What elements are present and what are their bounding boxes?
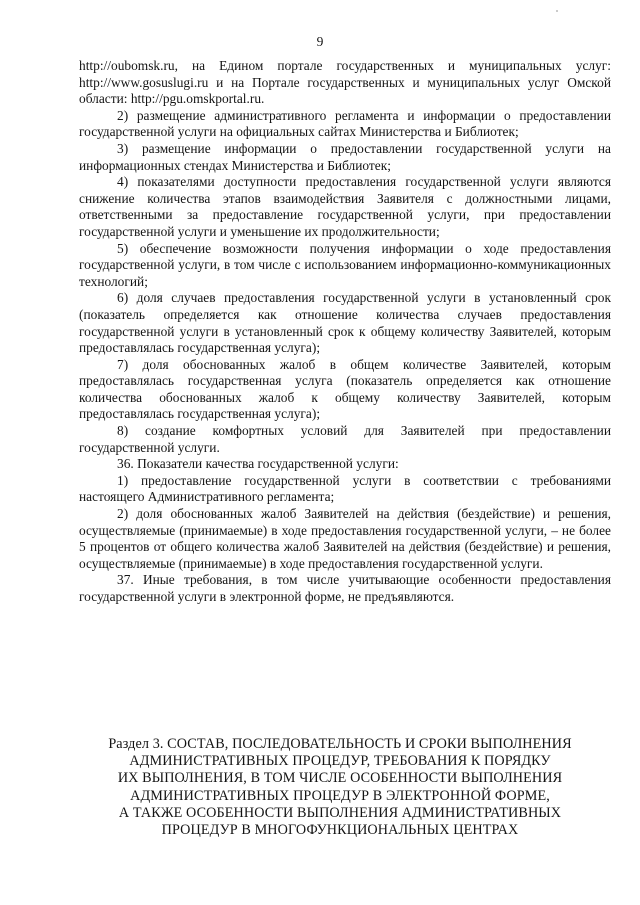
body-text [79,58,611,606]
paragraph-clause-37: 37. Иные требования, в том числе учитывающие особенности предоставления государственной услуги в электронной форме, не предъявляются. [79,572,611,604]
section-heading-line: А ТАКЖЕ ОСОБЕННОСТИ ВЫПОЛНЕНИЯ АДМИНИСТРАТИВНЫХ [118,804,562,821]
paragraph-item-4: 4) показателями доступности предоставления государственной услуги являются снижение количества этапов взаимодействия Заявителя с должностными лицами, ответственными за предоставление государственной услуги, при предоставлении государственной услуги и уменьшение их продолжительности; [79,174,611,239]
paragraph-item-2: 2) размещение административного регламента и информации о предоставлении государственной услуги на официальных сайтах Министерства и Библиотек; [79,107,611,140]
section-heading-line: АДМИНИСТРАТИВНЫХ ПРОЦЕДУР В ЭЛЕКТРОННОЙ ФОРМЕ, [130,787,550,804]
paragraph-quality-item-2: 2) доля обоснованных жалоб Заявителей на действия (бездействие) и решения, осуществляемые (принимаемые) в ходе предоставления государственной услуги, – не более 5 процентов от общего количества жалоб Заявителей на действия (бездействие) и решения, осуществляемые (принимаемые) в ходе предоставления государственной услуги. [79,506,611,571]
paragraph-item-3: 3) размещение информации о предоставлении государственной услуги на информационных стендах Министерства и Библиотек; [79,140,611,173]
section-heading-line: Раздел 3. СОСТАВ, ПОСЛЕДОВАТЕЛЬНОСТЬ И СРОКИ ВЫПОЛНЕНИЯ [108,736,572,752]
scan-speck [556,10,558,12]
paragraph-item-6: 6) доля случаев предоставления государственной услуги в установленный срок (показатель определяется как отношение количества случаев предоставления государственной услуги в установленный срок к общему количеству Заявителей, которым предоставлялась государственная услуга); [79,290,611,356]
page-number: 9 [316,34,324,49]
paragraph-item-5: 5) обеспечение возможности получения информации о ходе предоставления государственной услуги, в том числе с использованием информационно-коммуникационных технологий; [79,240,611,289]
section-heading-line: ИХ ВЫПОЛНЕНИЯ, В ТОМ ЧИСЛЕ ОСОБЕННОСТИ ВЫПОЛНЕНИЯ [117,770,563,787]
paragraph-quality-item-1: 1) предоставление государственной услуги в соответствии с требованиями настоящего Административного регламента; [79,472,611,505]
section-heading-line: АДМИНИСТРАТИВНЫХ ПРОЦЕДУР, ТРЕБОВАНИЯ К ПОРЯДКУ [129,753,551,770]
paragraph-item-7: 7) доля обоснованных жалоб в общем количестве Заявителей, которым предоставлялась государственная услуга (показатель определяется как отношение количества обоснованных жалоб к общему количеству Заявителей, которым предоставлялась государственная услуга); [79,356,611,422]
paragraph-item-8: 8) создание комфортных условий для Заявителей при предоставлении государственной услуги. [79,423,611,455]
paragraph-clause-36: 36. Показатели качества государственной услуги: [117,456,399,472]
paragraph-links-continuation: http://oubomsk.ru, на Едином портале государственных и муниципальных услуг: http://www.gosuslugi.ru и на Портале государственных и муниципальных услуг Омской области: http://pgu.omskportal.ru. [79,58,611,107]
section-heading-line: ПРОЦЕДУР В МНОГОФУНКЦИОНАЛЬНЫХ ЦЕНТРАХ [161,822,519,839]
section-heading [60,736,620,839]
